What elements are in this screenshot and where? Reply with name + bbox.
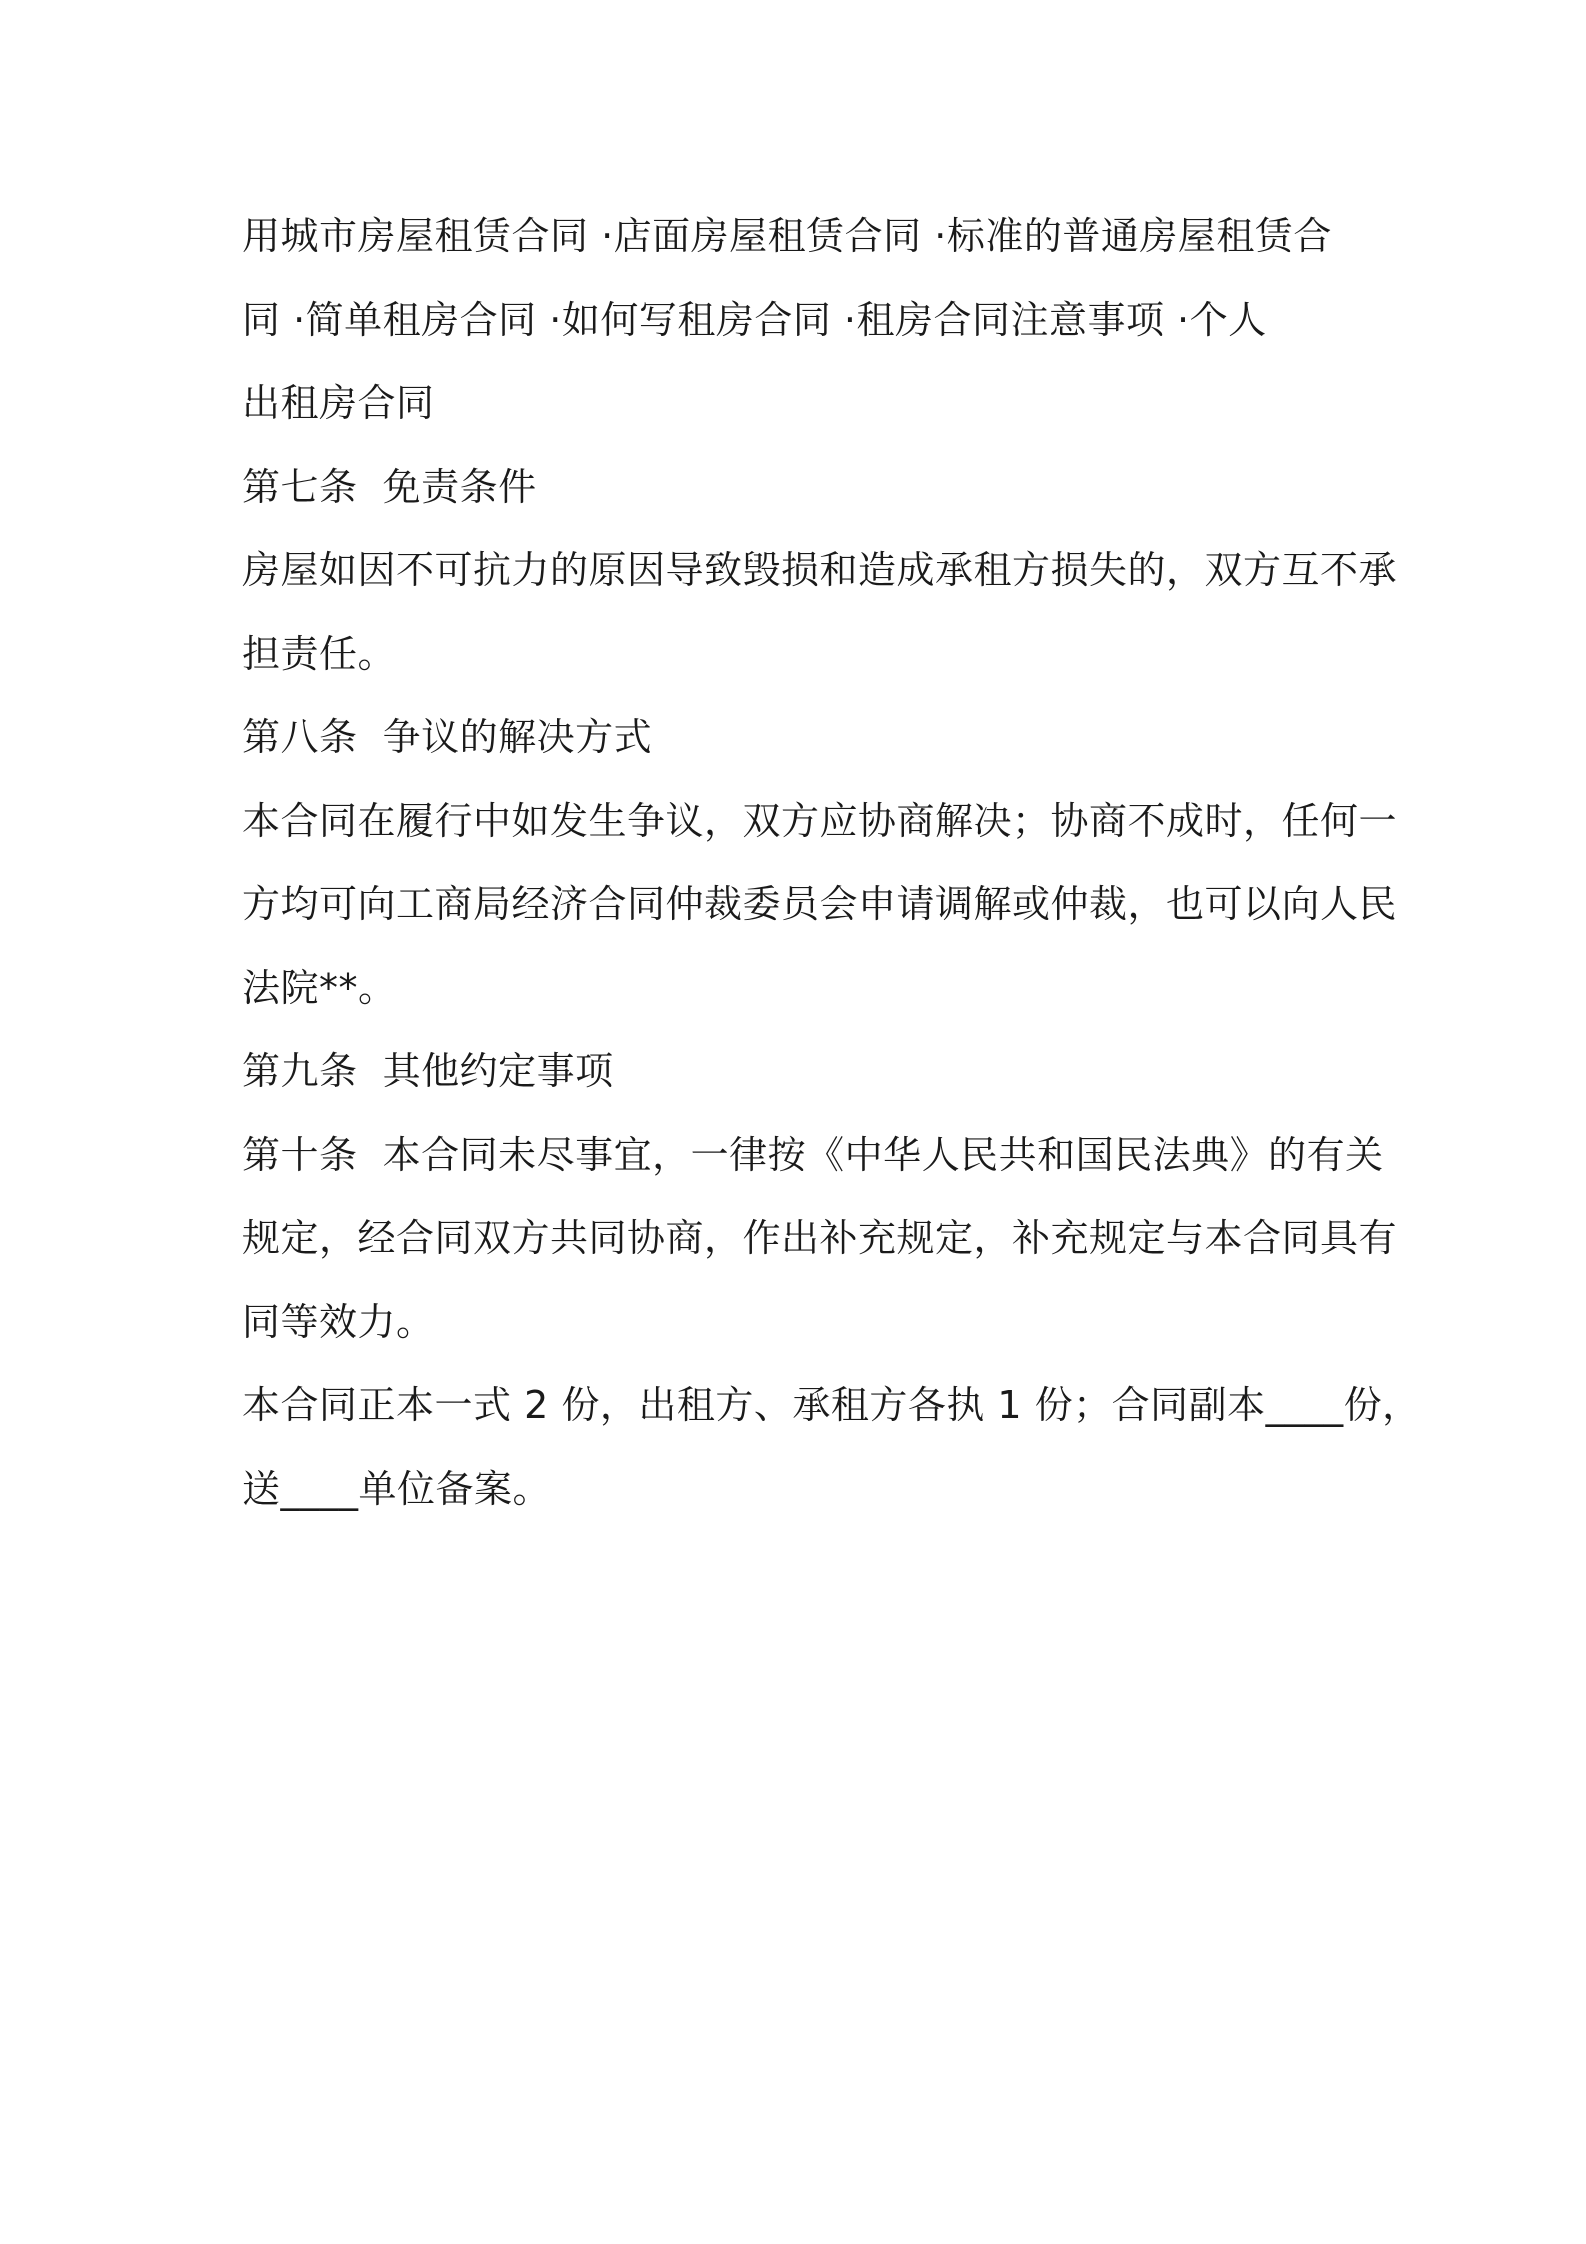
article-10-text-line-2: 规定，经合同双方共同协商，作出补充规定，补充规定与本合同具有 <box>242 1216 1398 1260</box>
copies-clause-line-2: 送____单位备案。 <box>242 1466 552 1511</box>
article-8-text-line-3: 法院**。 <box>242 965 397 1010</box>
article-7-text-line-2: 担责任。 <box>242 631 397 676</box>
article-8-heading: 第八条 争议的解决方式 <box>242 715 653 759</box>
article-7-text-line-1: 房屋如因不可抗力的原因导致毁损和造成承租方损失的，双方互不承 <box>242 548 1398 592</box>
document-body <box>242 195 1421 1531</box>
related-links-line-3: 出租房合同 <box>242 381 435 425</box>
copies-clause-line-1: 本合同正本一式 2 份，出租方、承租方各执 1 份；合同副本____份， <box>242 1383 1421 1427</box>
article-10-text-line-3: 同等效力。 <box>242 1299 435 1344</box>
article-7-heading: 第七条 免责条件 <box>242 464 537 509</box>
article-8-text-line-2: 方均可向工商局经济合同仲裁委员会申请调解或仲裁，也可以向人民 <box>242 882 1398 926</box>
related-links-line-1: 用城市房屋租赁合同 ·店面房屋租赁合同 ·标准的普通房屋租赁合 <box>242 214 1332 258</box>
article-9-heading: 第九条 其他约定事项 <box>242 1049 614 1093</box>
article-8-text-line-1: 本合同在履行中如发生争议，双方应协商解决；协商不成时，任何一 <box>242 798 1398 843</box>
related-links-line-2: 同 ·简单租房合同 ·如何写租房合同 ·租房合同注意事项 ·个人 <box>242 297 1267 342</box>
article-10-text-line-1: 第十条 本合同未尽事宜，一律按《中华人民共和国民法典》的有关 <box>242 1132 1384 1177</box>
